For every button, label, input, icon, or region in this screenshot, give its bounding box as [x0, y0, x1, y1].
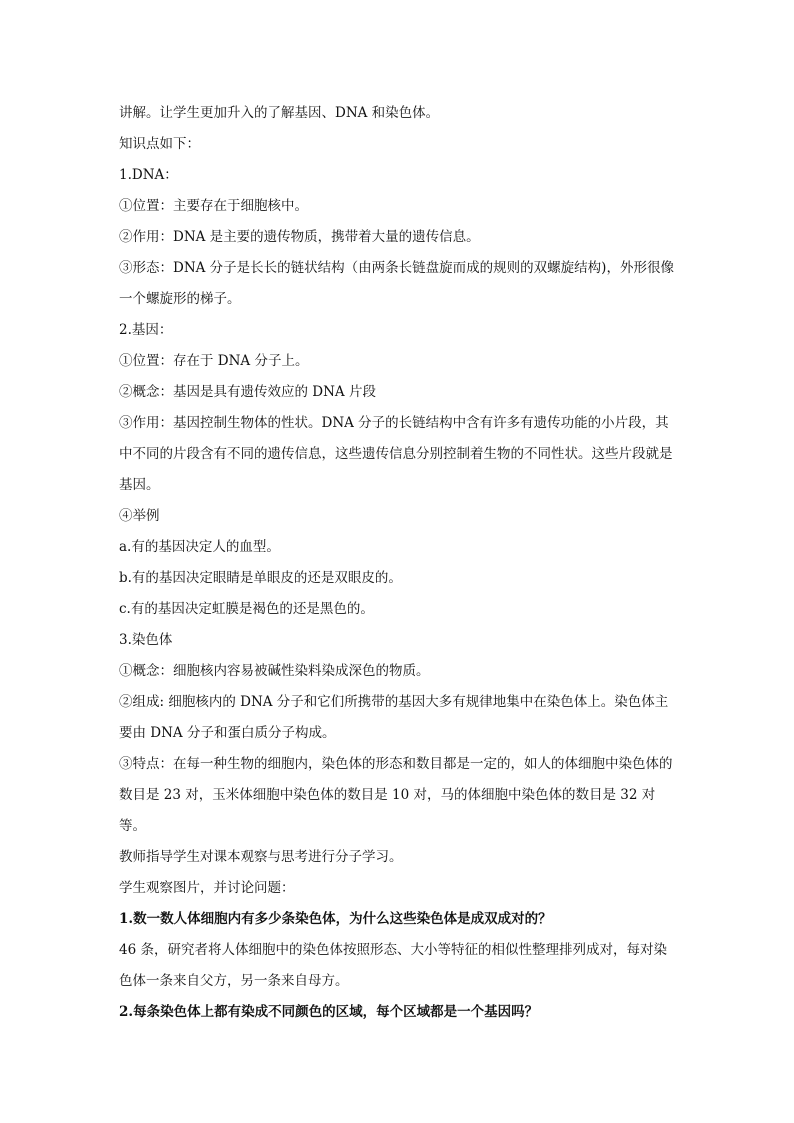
paragraph: ①位置：主要存在于细胞核中。: [119, 198, 308, 214]
paragraph: ③形态：DNA 分子是长长的链状结构（由两条长链盘旋而成的规则的双螺旋结构)，外形很像一个螺旋形的梯子。: [119, 260, 674, 307]
question: 1.数一数人体细胞内有多少条染色体，为什么这些染色体是成双成对的？: [119, 911, 552, 927]
section-heading-gene: 2.基因：: [119, 322, 173, 338]
paragraph: ④举例: [119, 508, 160, 524]
list-item: a.有的基因决定人的血型。: [119, 539, 280, 555]
paragraph: 教师指导学生对课本观察与思考进行分子学习。: [119, 849, 403, 865]
paragraph: ③作用：基因控制生物体的性状。DNA 分子的长链结构中含有许多有遗传功能的小片段，其中不同的片段含有不同的遗传信息，这些遗传信息分别控制着生物的不同性状。这些片段就是基因。: [119, 415, 673, 493]
list-item: b.有的基因决定眼睛是单眼皮的还是双眼皮的。: [119, 570, 402, 586]
document-body: [119, 98, 679, 1028]
list-item: c.有的基因决定虹膜是褐色的还是黑色的。: [119, 601, 374, 617]
paragraph: ②概念：基因是具有遗传效应的 DNA 片段: [119, 384, 376, 400]
section-heading-chromosome: 3.染色体: [119, 632, 173, 648]
paragraph: 学生观察图片，并讨论问题：: [119, 880, 295, 896]
paragraph: ①概念：细胞核内容易被碱性染料染成深色的物质。: [119, 663, 430, 679]
paragraph: ②作用：DNA 是主要的遗传物质，携带着大量的遗传信息。: [119, 229, 480, 245]
paragraph: 讲解。让学生更加升入的了解基因、DNA 和染色体。: [119, 105, 440, 121]
answer: 46 条，研究者将人体细胞中的染色体按照形态、大小等特征的相似性整理排列成对，每对染色体一条来自父方，另一条来自母方。: [119, 942, 667, 989]
paragraph: 知识点如下：: [119, 136, 200, 152]
paragraph: ③特点：在每一种生物的细胞内，染色体的形态和数目都是一定的，如人的体细胞中染色体的数目是 23 对，玉米体细胞中染色体的数目是 10 对，马的体细胞中染色体的数目是 32 对等。: [119, 756, 673, 834]
paragraph: ①位置：存在于 DNA 分子上。: [119, 353, 309, 369]
paragraph: ②组成: 细胞核内的 DNA 分子和它们所携带的基因大多有规律地集中在染色体上。染色体主要由 DNA 分子和蛋白质分子构成。: [119, 694, 669, 741]
section-heading-dna: 1.DNA：: [119, 167, 178, 183]
question: 2.每条染色体上都有染成不同颜色的区域，每个区域都是一个基因吗？: [119, 1004, 539, 1020]
